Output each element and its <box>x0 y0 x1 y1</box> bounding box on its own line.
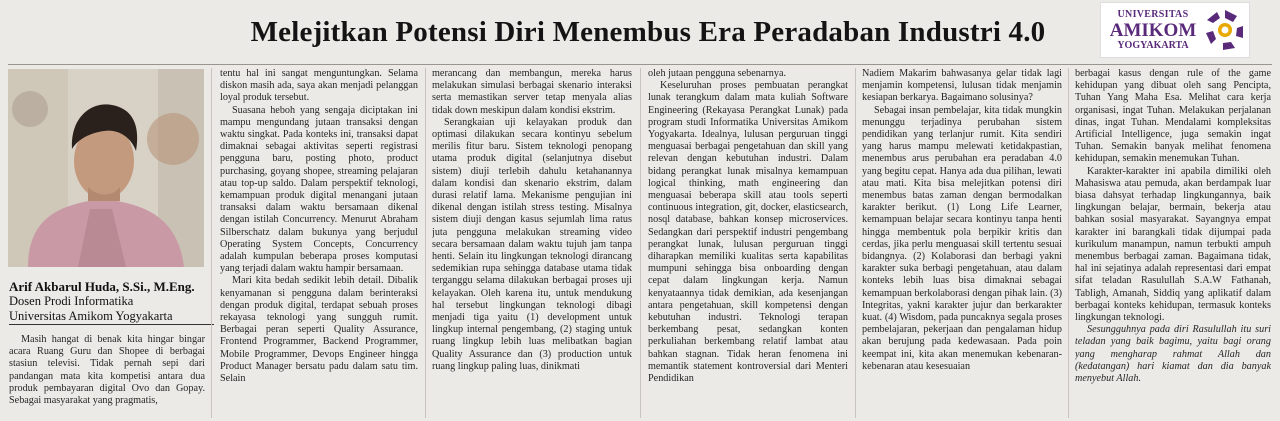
logo-wordmark <box>1107 10 1199 51</box>
column-divider <box>855 68 856 418</box>
article-column-4 <box>648 68 848 418</box>
amikom-emblem-icon <box>1203 8 1247 52</box>
column-divider <box>425 68 426 418</box>
article-column-3 <box>432 68 632 418</box>
article-column-5 <box>862 68 1062 418</box>
author-photo <box>8 69 204 267</box>
header-rule <box>8 64 1272 65</box>
amikom-logo <box>1100 2 1250 58</box>
author-org: Universitas Amikom Yogyakarta <box>9 309 214 325</box>
paragraph: Suasana heboh yang sengaja diciptakan ini mampu mengundang jutaan transaksi dengan waktu singkat. Pada konteks ini, transaksi dapat dimaknai sebagai aktivitas seperti registrasi pengguna baru, posting photo, product purchasing, goyang shopee, streaming pelajaran atau top-up saldo. Dalam perspektif teknologi, kemampuan produk digital menangani jutaan transaksi dalam waktu bersamaan dikenal dengan istilah Concurrency. Menurut Abraham Silberschatz dalam bukunya yang berjudul Operating System Concepts, Concurrency adalah kumpulan beberapa proses komputasi yang terjadi dalam waktu hampir bersamaan. <box>220 104 418 275</box>
paragraph: Mari kita bedah sedikit lebih detail. Dibalik kenyamanan si pengguna dalam berinteraksi dengan produk digital, terdapat sebuah proses rekayasa teknologi yang sungguh rumit. Berbagai peran seperti Quality Assurance, Frontend Programmer, Backend Programmer, Mobile Programmer, Devops Engineer hingga Product Manager bersatu padu dalam satu tim. Selain <box>220 275 418 385</box>
article-column-1 <box>9 334 205 420</box>
paragraph: berbagai kasus dengan rule of the game kehidupan yang dibuat oleh sang Pencipta, Tuhan Yang Maha Esa. Melihat cara kerja organisasi, ingat Tuhan. Melakukan perjalanan dinas, ingat Tuhan. Mendalami kompleksitas Artificial Intelligence, juga semakin ingat Tuhan. Semakin banyak melihat fenomena kehidupan, semakin menemukan Tuhan. <box>1075 68 1271 165</box>
article-column-2 <box>220 68 418 418</box>
article-column-6 <box>1075 68 1271 418</box>
author-name: Arif Akbarul Huda, S.Si., M.Eng. <box>9 279 195 294</box>
paragraph: Serangkaian uji kelayakan produk dan optimasi dilakukan secara kontinyu sebelum merilis fitur baru. Sistem teknologi penopang utama produk digital (selanjutnya disebut sistem) diuji terlebih dahulu ketahanannya dalam kondisi dan skenario ekstrim, dalam durasi relatif lama. Mekanisme pengujian ini dikenal dengan istilah stress testing. Misalnya sistem diuji dengan kasus sejumlah lima ratus juta pengguna melakukan streaming video secara bersamaan dalam waktu tujuh jam tanpa henti. Selain itu lingkungan teknologi dirancang sedemikian rupa sehingga database utama tidak terganggu selama dilakukan berbagai proses uji kelayakan. Oleh karena itu, untuk mendukung hal tersebut lingkungan teknologi dibagi menjadi tiga yaitu (1) development untuk lingkup internal pengembang, (2) staging untuk ruang lingkup lebih luas melibatkan bagian Quality Assurance dan (3) production untuk ruang lingkup paling luas, dinikmati <box>432 116 632 372</box>
paragraph: tentu hal ini sangat menguntungkan. Selama diskon masih ada, saya akan menjadi pelanggan loyal produk tersebut. <box>220 68 418 104</box>
logo-line-1: UNIVERSITAS <box>1117 9 1189 20</box>
column-divider <box>640 68 641 418</box>
paragraph: oleh jutaan pengguna sebenarnya. <box>648 68 787 79</box>
column-divider <box>1068 68 1069 418</box>
paragraph: Karakter-karakter ini apabila dimiliki oleh Mahasiswa atau pemuda, akan berdampak luar biasa dahsyat terhadap lingkungannya, baik lingkungan belajar, bermain, bekerja atau bahkan sosial masyarakat. Sayangnya empat karakter ini barangkali tidak dijumpai pada kurikulum manampun, namun terbukti ampuh menembus berbagai zaman. Bagaimana tidak, hal ini sejatinya adalah representasi dari empat sifat teladan Rasulullah S.A.W Fathanah, Tabligh, Amanah, Siddiq yang aplikatif dalam berbagai konteks kehidupan, termasuk konteks lingkungan teknologi. <box>1075 165 1271 324</box>
paragraph: Sesungguhnya pada diri Rasulullah itu suri teladan yang baik bagimu, yaitu bagi orang yang mengharap rahmat Allah dan (kedatangan) hari kiamat dan dia banyak menyebut Allah. <box>1075 324 1271 385</box>
logo-line-3: YOGYAKARTA <box>1117 40 1189 51</box>
column-divider <box>211 68 212 418</box>
paragraph: Nadiem Makarim bahwasanya gelar tidak lagi menjamin kompetensi, lulusan tidak menjamin kesiapan berkarya. Bagaimano solusinya? <box>862 68 1062 104</box>
paragraph: Sebagai insan pembelajar, kita tidak mungkin menunggu terjadinya perubahan sistem pendidikan yang terlanjur rumit. Kita sendiri yang harus mampu melewati ketidakpastian, menembus arus perubahan era peradaban 4.0 yang begitu cepat. Hanya ada dua pilihan, lewati atau mati. Kita bisa melejitkan potensi diri menembus batas zaman dengan bermodalkan karakter berikut. (1) Long Life Learner, kemampuan belajar secara kontinyu tanpa henti hingga membentuk pola berpikir kritis dan cerdas, jika perlu menguasai skill tertentu sesuai bidangnya. (2) Kolaborasi dan berbagi yakni karakter suka berbagi pengetahuan, atau dalam konteks lebih luas bisa dimaknai sebagai kemampuan berkolaborasi dengan pihak lain. (3) Integritas, yakni karakter jujur dan berkarakter kuat. (4) Wisdom, pada puncaknya segala proses pembelajaran, pekerjaan dan pengalaman hidup akan berujung pada kedewasaan. Pada poin keempat ini, kita akan menemukan kebenaran-kebenaran atau kesesuaian <box>862 104 1062 372</box>
paragraph: Keseluruhan proses pembuatan perangkat lunak terangkum dalam mata kuliah Software Engineering (Rekayasa Perangkat Lunak) pada program studi Informatika Universitas Amikom Yogyakarta. Idealnya, lulusan perguruan tinggi menguasai berbagai pengetahuan dan skill yang relevan dengan kebutuhan industri. Dalam bidang perangkat lunak misalnya kemampuan logical thinking, math engineering dan menguasai beberapa skill atau tools seperti continuous integration, git, docker, elasticsearch, nosql database, bahkan konsep microservices. Sedangkan dari perspektif industri pengembang perangkat lunak, lulusan perguruan tinggi diharapkan memiliki kualitas serta kapabilitas mumpuni sehingga bisa onboarding dengan cepat dalam lingkungan kerja. Namun kenyataannya tidak demikian, ada kesenjangan antara pengetahuan, skill kompetensi dengan kebutuhan industri. Teknologi terapan berkembang pesat, sedangkan konten perkuliahan berkembang relatif lambat atau bahkan stagnan. Tidak heran fenomena ini memantik statement kontroversial dari Menteri Pendidikan <box>648 80 848 385</box>
paragraph: Masih hangat di benak kita hingar bingar acara Ruang Guru dan Shopee di berbagai stasiun televisi. Tidak pernah sepi dari pandangan mata kita kompetisi antara dua produk pembayaran digital Ovo dan Gopay. Sebagai masyarakat yang pragmatis, <box>9 334 205 407</box>
article-headline: Melejitkan Potensi Diri Menembus Era Peradaban Industri 4.0 <box>250 16 1046 48</box>
paragraph: merancang dan membangun, mereka harus melakukan simulasi berbagai skenario interaksi serta memastikan server tetap menyala alias tidak down meskipun dalam kondisi ekstrim. <box>432 68 632 116</box>
author-title: Dosen Prodi Informatika <box>9 294 134 308</box>
author-byline <box>9 279 214 325</box>
logo-line-2: AMIKOM <box>1109 20 1197 41</box>
